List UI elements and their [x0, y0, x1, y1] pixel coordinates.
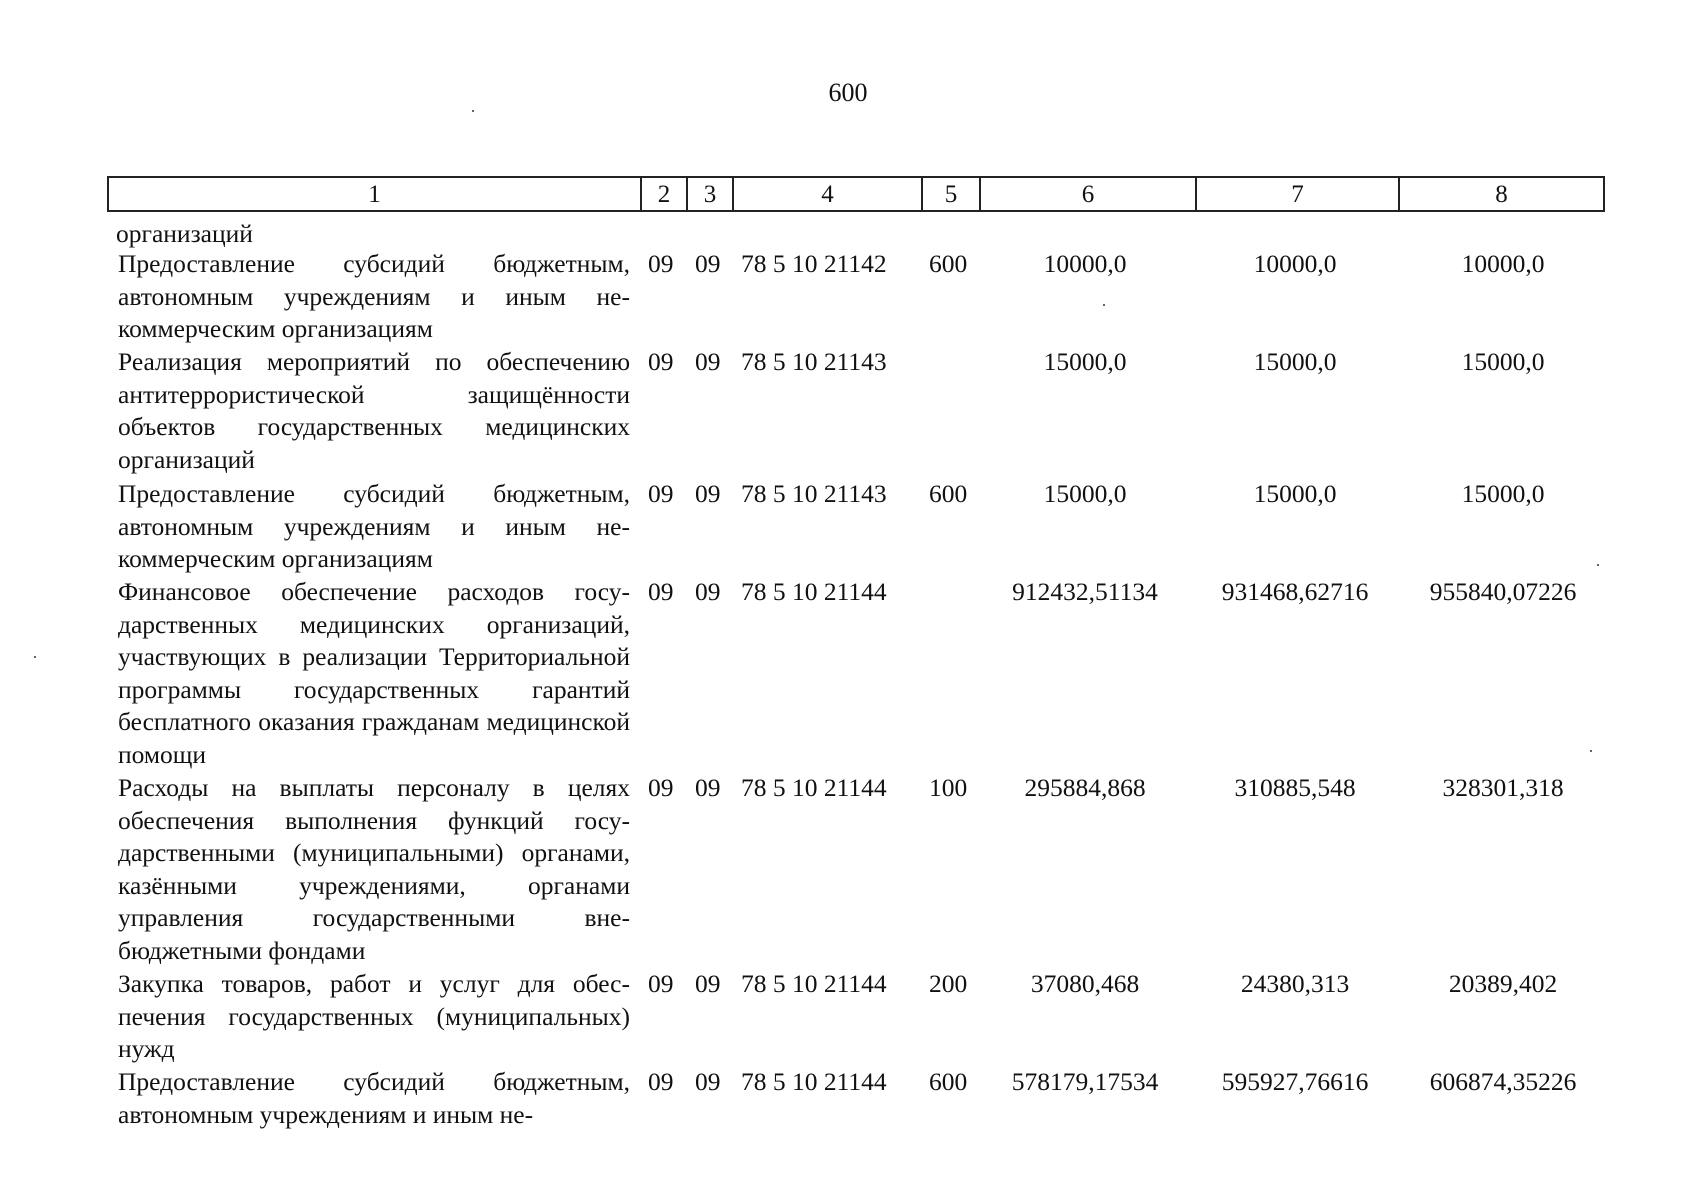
cell-expense-type: 200: [929, 969, 968, 998]
cell-section: 09: [648, 577, 674, 606]
cell-section: 09: [648, 347, 674, 376]
cell-target-code: 78 5 10 21144: [741, 577, 887, 606]
row-description: Закупка товаров, работ и услуг для обеспечения государственных (муниципальных) нужд: [118, 969, 630, 1064]
scan-speck: [34, 656, 36, 658]
scan-speck: [1590, 750, 1592, 752]
header-col-4: 4: [733, 177, 922, 211]
cell-subsection: 09: [695, 1067, 721, 1096]
row-description: Расходы на выплаты персоналу в целях обеспечения выполнения функций государственными (муниципальными) органами, казёнными учреждениями, органами управления государственными внебюджетными фондами: [118, 773, 630, 965]
cell-target-code: 78 5 10 21143: [741, 479, 887, 508]
cell-subsection: 09: [695, 969, 721, 998]
header-col-3: 3: [687, 177, 733, 211]
row-description: Реализация мероприятий по обеспечению антитеррористической защищённости объектов государственных медицинских организаций: [118, 347, 630, 474]
header-col-5: 5: [922, 177, 980, 211]
header-col-6: 6: [980, 177, 1196, 211]
header-col-2: 2: [641, 177, 687, 211]
cell-subsection: 09: [695, 347, 721, 376]
cell-target-code: 78 5 10 21142: [741, 249, 887, 278]
cell-subsection: 09: [695, 479, 721, 508]
row-description: организаций: [116, 219, 253, 248]
cell-expense-type: 600: [929, 479, 968, 508]
cell-target-code: 78 5 10 21143: [741, 347, 887, 376]
table-header: [107, 176, 1605, 212]
row-description: Предоставление субсидий бюджетным, автономным учреждениям и иным не-: [118, 1067, 630, 1129]
cell-subsection: 09: [695, 577, 721, 606]
scan-speck: [1103, 304, 1105, 306]
row-description: Предоставление субсидий бюджетным, автономным учреждениям и иным некоммерческим организациям: [118, 249, 630, 344]
cell-expense-type: 100: [929, 773, 968, 802]
cell-section: 09: [648, 773, 674, 802]
cell-subsection: 09: [695, 773, 721, 802]
cell-target-code: 78 5 10 21144: [741, 969, 887, 998]
cell-subsection: 09: [695, 249, 721, 278]
cell-section: 09: [648, 479, 674, 508]
scan-speck: [1597, 564, 1599, 566]
row-description: Финансовое обеспечение расходов государственных медицинских организаций, участвующих в реализации Территориальной программы государственных гарантий бесплатного оказания гражданам медицинской помощи: [118, 577, 630, 769]
header-col-1: 1: [108, 177, 641, 211]
cell-section: 09: [648, 249, 674, 278]
scan-speck: [472, 110, 474, 112]
cell-target-code: 78 5 10 21144: [741, 773, 887, 802]
cell-section: 09: [648, 1067, 674, 1096]
header-col-7: 7: [1196, 177, 1399, 211]
cell-section: 09: [648, 969, 674, 998]
page-number: 600: [828, 78, 868, 107]
cell-expense-type: 600: [929, 249, 968, 278]
cell-expense-type: 600: [929, 1067, 968, 1096]
cell-target-code: 78 5 10 21144: [741, 1067, 887, 1096]
header-col-8: 8: [1399, 177, 1604, 211]
row-description: Предоставление субсидий бюджетным, автономным учреждениям и иным некоммерческим организациям: [118, 479, 630, 574]
